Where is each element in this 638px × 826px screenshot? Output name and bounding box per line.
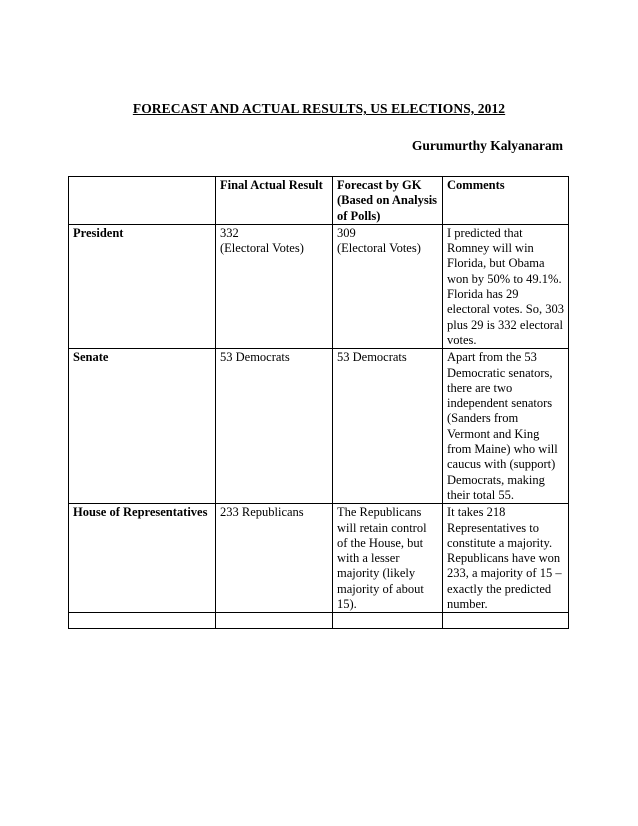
header-forecast: Forecast by GK (Based on Analysis of Polls) bbox=[333, 177, 443, 225]
header-comments: Comments bbox=[443, 177, 569, 225]
house-forecast: The Republicans will retain control of the House, but with a lesser majority (likely majority of about 15). bbox=[333, 504, 443, 613]
document-title: FORECAST AND ACTUAL RESULTS, US ELECTIONS, 2012 bbox=[132, 101, 506, 116]
header-cell-blank bbox=[69, 177, 216, 225]
president-actual: 332 (Electoral Votes) bbox=[216, 224, 333, 348]
table-row bbox=[69, 349, 569, 504]
empty-table-row bbox=[69, 613, 569, 629]
author-name: Gurumurthy Kalyanaram bbox=[411, 138, 563, 153]
row-label-senate: Senate bbox=[69, 349, 216, 504]
house-actual: 233 Republicans bbox=[216, 504, 333, 613]
table-header-row bbox=[69, 177, 569, 225]
table-row bbox=[69, 224, 569, 348]
empty-cell bbox=[69, 613, 216, 629]
senate-actual: 53 Democrats bbox=[216, 349, 333, 504]
results-table bbox=[68, 176, 569, 629]
president-comments: I predicted that Romney will win Florida, but Obama won by 50% to 49.1%. Florida has 29 electoral votes. So, 303 plus 29 is 332 electoral votes. bbox=[443, 224, 569, 348]
senate-forecast: 53 Democrats bbox=[333, 349, 443, 504]
empty-cell bbox=[333, 613, 443, 629]
row-label-president: President bbox=[69, 224, 216, 348]
table-row bbox=[69, 504, 569, 613]
senate-comments: Apart from the 53 Democratic senators, there are two independent senators (Sanders from Vermont and King from Maine) who will caucus with (support) Democrats, making their total 55. bbox=[443, 349, 569, 504]
empty-cell bbox=[216, 613, 333, 629]
president-forecast: 309 (Electoral Votes) bbox=[333, 224, 443, 348]
house-comments: It takes 218 Representatives to constitute a majority. Republicans have won 233, a majority of 15 – exactly the predicted number. bbox=[443, 504, 569, 613]
empty-cell bbox=[443, 613, 569, 629]
row-label-house: House of Representatives bbox=[69, 504, 216, 613]
header-final-actual-result: Final Actual Result bbox=[216, 177, 333, 225]
